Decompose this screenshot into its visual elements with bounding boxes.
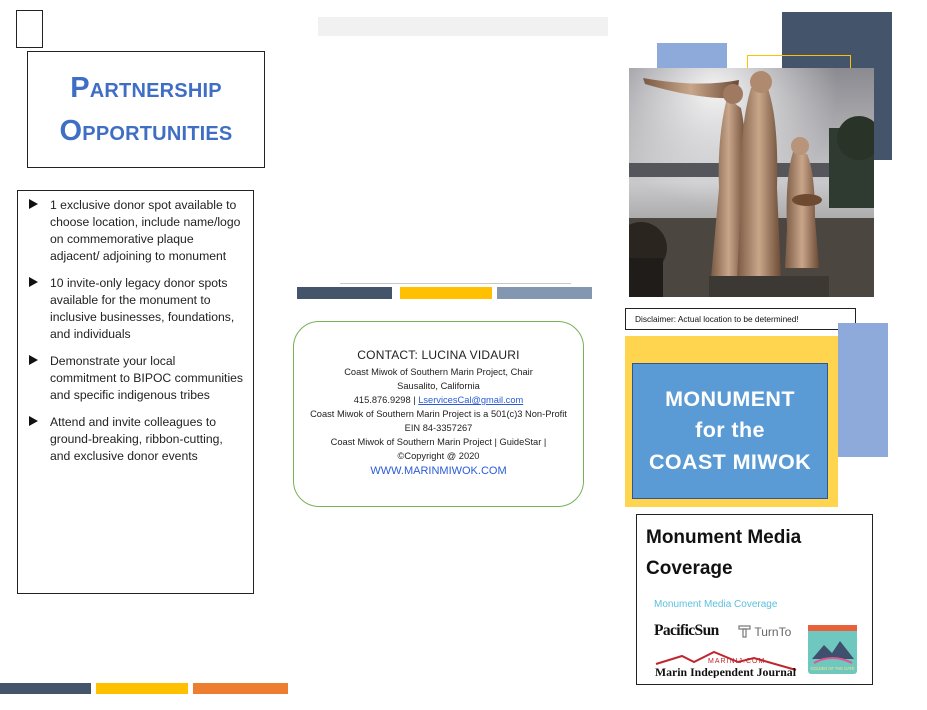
mij-title-text: Marin Independent Journal	[655, 665, 797, 678]
contact-org-chair: Coast Miwok of Southern Marin Project, Chair	[344, 367, 533, 377]
navy-bar-bottom	[0, 683, 91, 694]
contact-guidestar: Coast Miwok of Southern Marin Project | GuideStar |	[330, 437, 547, 447]
divider-line	[340, 283, 571, 284]
list-item	[50, 197, 245, 265]
yellow-bar-middle	[400, 287, 492, 299]
media-title-line-1: Monument Media	[646, 527, 802, 548]
slate-bar-middle	[497, 287, 592, 299]
contact-phone: 415.876.9298	[353, 395, 411, 405]
list-item	[50, 353, 245, 404]
decorative-blue-side-block	[838, 323, 888, 457]
list-item	[50, 275, 245, 343]
monument-line-3: COAST MIWOK	[648, 449, 812, 474]
contact-copyright: ©Copyright @ 2020	[397, 451, 480, 461]
list-item-text: 10 invite-only legacy donor spots available for the monument to inclusive businesses, foundations, and individuals	[50, 276, 235, 341]
contact-separator: |	[410, 395, 419, 405]
navy-bar-middle	[297, 287, 392, 299]
marin-independent-journal-logo[interactable]	[654, 650, 798, 678]
monument-line-2: for the	[695, 418, 765, 443]
media-title-line-2: Coverage	[646, 558, 733, 579]
disclaimer-box: Disclaimer: Actual location to be determined!	[625, 308, 856, 330]
golden-gate-logo[interactable]	[808, 625, 857, 674]
media-coverage-link[interactable]: Monument Media Coverage	[654, 599, 778, 610]
contact-title: CONTACT: LUCINA VIDAURI	[357, 348, 520, 362]
title-line-1: Partnership	[70, 71, 222, 104]
contact-card	[293, 321, 584, 507]
title-line-2: Opportunities	[59, 114, 233, 147]
monument-statue-photo	[629, 68, 874, 297]
list-item-text: 1 exclusive donor spot available to choose location, include name/logo on commemorative plaque adjacent/ adjoining to monument	[50, 198, 241, 263]
triangle-bullet-icon	[29, 355, 38, 365]
contact-city: Sausalito, California	[397, 381, 480, 391]
orange-bar-bottom	[193, 683, 288, 694]
header-placeholder-bar	[318, 17, 608, 36]
turnto-logo[interactable]	[738, 624, 791, 639]
opportunities-list	[17, 190, 254, 594]
partnership-title-box	[27, 51, 265, 168]
turnto-icon	[738, 625, 751, 638]
list-item-text: Demonstrate your local commitment to BIPOC communities and specific indigenous tribes	[50, 354, 244, 402]
golden-gate-text: GOLDEN OF THE GATE	[810, 666, 855, 671]
mij-small-text: MARINIJ.COM	[708, 658, 766, 665]
contact-nonprofit: Coast Miwok of Southern Marin Project is a 501(c)3 Non-Profit	[310, 409, 567, 419]
yellow-bar-bottom	[96, 683, 188, 694]
triangle-bullet-icon	[29, 277, 38, 287]
pacific-sun-logo[interactable]: PacificSun	[654, 622, 719, 639]
corner-frame	[16, 10, 43, 48]
contact-phone-email-row	[294, 393, 583, 407]
decorative-blue-block	[657, 43, 727, 71]
triangle-bullet-icon	[29, 199, 38, 209]
contact-email-link[interactable]: LservicesCal@gmail.com	[418, 395, 524, 405]
turnto-label: TurnTo	[754, 624, 792, 639]
monument-line-1: MONUMENT	[665, 386, 795, 411]
triangle-bullet-icon	[29, 416, 38, 426]
contact-ein: EIN 84-3357267	[404, 423, 473, 433]
list-item	[50, 414, 245, 465]
contact-website-link[interactable]: WWW.MARINMIWOK.COM	[370, 465, 507, 477]
list-item-text: Attend and invite colleagues to ground-breaking, ribbon-cutting, and exclusive donor events	[50, 415, 223, 463]
monument-banner	[632, 363, 828, 499]
